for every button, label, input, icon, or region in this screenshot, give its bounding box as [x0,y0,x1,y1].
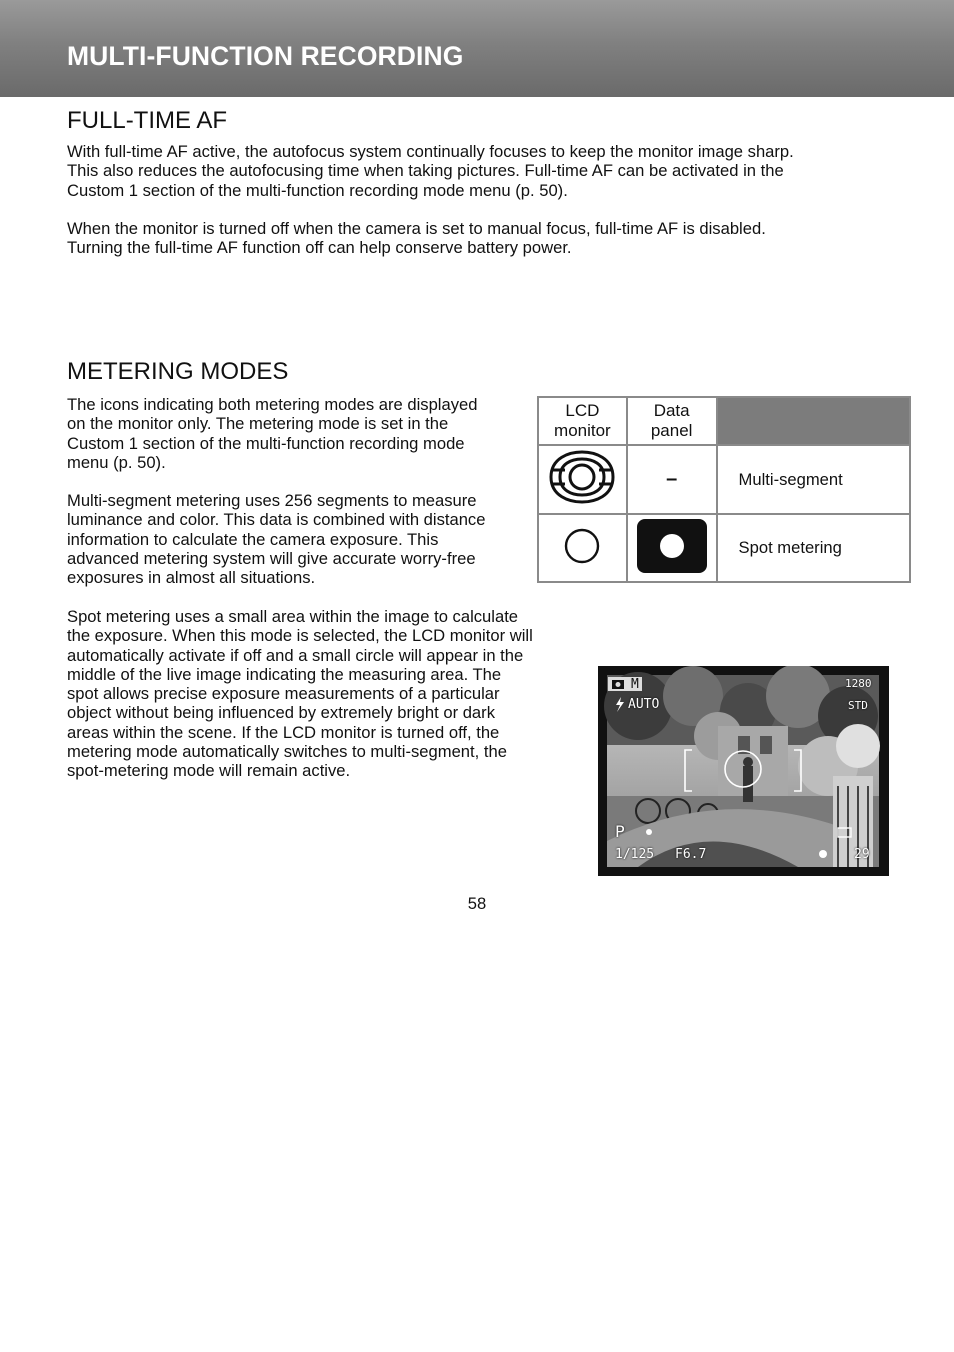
page-title: MULTI-FUNCTION RECORDING [67,41,464,71]
page-header [0,0,954,97]
col-header-blank [717,397,910,445]
mode-name: Spot metering [717,514,910,582]
fulltime-af-para-2: When the monitor is turned off when the camera is set to manual focus, full-time AF is disabled. Turning the full-time AF function off can help conserve battery power. [67,219,766,258]
metering-modes-table [537,396,911,583]
metering-para-2: Multi-segment metering uses 256 segments to measure luminance and color. This data is combined with distance information to calculate the camera exposure. This advanced metering system will give accurate worry-free exposures in almost all situations. [67,491,486,588]
spot-dot-icon [627,514,717,582]
recording-mode-label: M [631,677,639,692]
mode-name: Multi-segment [717,445,910,514]
fulltime-af-para-1: With full-time AF active, the autofocus system continually focuses to keep the monitor image sharp. This also reduces the autofocusing time when taking pictures. Full-time AF can be activated in the Custom 1 section of the multi-function recording mode menu (p. 50). [67,142,794,200]
fulltime-af-heading: FULL-TIME AF [67,107,228,134]
metering-heading: METERING MODES [67,358,289,385]
image-quality-label: STD [848,699,868,712]
col-header-lcd-monitor: LCD monitor [538,397,627,445]
col-header-data-panel: Data panel [627,397,717,445]
shutter-speed-label: 1/125 [615,847,655,862]
exposure-mode-label: P [615,822,625,841]
metering-para-1: The icons indicating both metering modes are displayed on the monitor only. The metering mode is set in the Custom 1 section of the multi-function recording mode menu (p. 50). [67,395,478,472]
lcd-monitor-illustration [598,666,889,876]
multi-segment-icon [538,445,627,514]
data-panel-value: – [627,445,717,514]
page-number: 58 [467,894,487,913]
aperture-label: F6.7 [675,847,707,862]
table-row [538,445,910,514]
table-row [538,514,910,582]
spot-circle-icon [538,514,627,582]
image-size-label: 1280 [845,677,872,690]
frame-counter-label: 29 [854,847,870,862]
metering-para-3: Spot metering uses a small area within the image to calculate the exposure. When this mode is selected, the LCD monitor will automatically activate if off and a small circle will appear in the middle of the live image indicating the measuring area. The spot allows precise exposure measurements of a particular object without being influenced by extremely bright or dark areas within the scene. If the LCD monitor is turned off, the metering mode automatically switches to multi-segment, the spot-metering mode will remain active. [67,607,533,781]
flash-mode-label: AUTO [628,697,660,712]
